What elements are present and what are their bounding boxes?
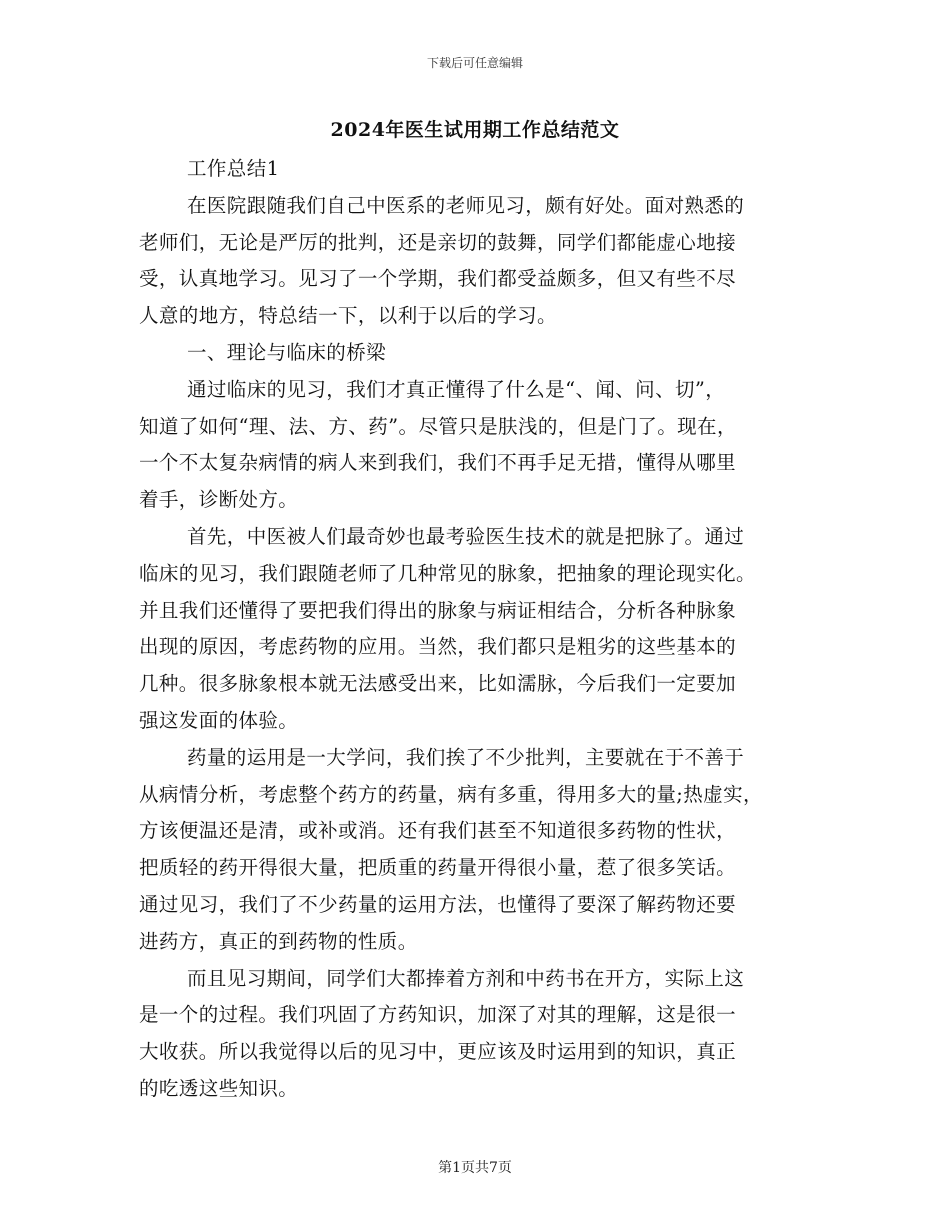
text-line: 一个不太复杂病情的病人来到我们，我们不再手足无措，懂得从哪里: [139, 451, 737, 475]
text-line: 出现的原因，考虑药物的应用。当然，我们都只是粗劣的这些基本的: [139, 635, 737, 659]
text-line: 几种。很多脉象根本就无法感受出来，比如濡脉，今后我们一定要加: [139, 672, 737, 696]
text-line: 进药方，真正的到药物的性质。: [139, 929, 418, 953]
text-line: 工作总结1: [187, 157, 280, 180]
text-line: 方该便温还是清，或补或消。还有我们甚至不知道很多药物的性状，: [139, 819, 737, 843]
document-body: [139, 151, 819, 1108]
text-line: 强这发面的体验。: [139, 708, 299, 732]
text-line: 是一个的过程。我们巩固了方药知识，加深了对其的理解，这是很一: [139, 1003, 737, 1027]
text-line: 着手，诊断处方。: [139, 488, 299, 512]
page-number: 第1页共7页: [438, 1160, 512, 1176]
document-title: 2024年医生试用期工作总结范文: [330, 119, 620, 141]
text-line: 从病情分析，考虑整个药方的药量，病有多重，得用多大的量;热虚实，: [139, 782, 763, 806]
page-header-note: 下载后可任意编辑: [426, 56, 523, 70]
text-line: 首先，中医被人们最奇妙也最考验医生技术的就是把脉了。通过: [187, 524, 745, 548]
text-line: 药量的运用是一大学问，我们挨了不少批判，主要就在于不善于: [187, 745, 745, 769]
text-line: 临床的见习，我们跟随老师了几种常见的脉象，把抽象的理论现实化。: [139, 561, 756, 585]
text-line: 在医院跟随我们自己中医系的老师见习，颇有好处。面对熟悉的: [187, 193, 745, 217]
text-line: 并且我们还懂得了要把我们得出的脉象与病证相结合，分析各种脉象: [139, 598, 737, 622]
text-line: 通过临床的见习，我们才真正懂得了什么是“、闻、问、切”，: [187, 377, 726, 401]
text-line: 而且见习期间，同学们大都捧着方剂和中药书在开方，实际上这: [187, 966, 745, 990]
text-line: 把质轻的药开得很大量，把质重的药量开得很小量，惹了很多笑话。: [139, 856, 737, 880]
text-line: 通过见习，我们了不少药量的运用方法，也懂得了要深了解药物还要: [139, 892, 737, 916]
text-line: 老师们，无论是严厉的批判，还是亲切的鼓舞，同学们都能虚心地接: [139, 230, 737, 254]
text-line: 的吃透这些知识。: [139, 1076, 299, 1100]
text-line: 人意的地方，特总结一下，以利于以后的学习。: [139, 304, 557, 328]
text-line: 受，认真地学习。见习了一个学期，我们都受益颇多，但又有些不尽: [139, 267, 737, 291]
text-line: 一、理论与临床的桥梁: [187, 340, 387, 364]
text-line: 大收获。所以我觉得以后的见习中，更应该及时运用到的知识，真正: [139, 1040, 737, 1064]
text-line: 知道了如何“理、法、方、药”。尽管只是肤浅的，但是门了。现在，: [139, 414, 737, 438]
